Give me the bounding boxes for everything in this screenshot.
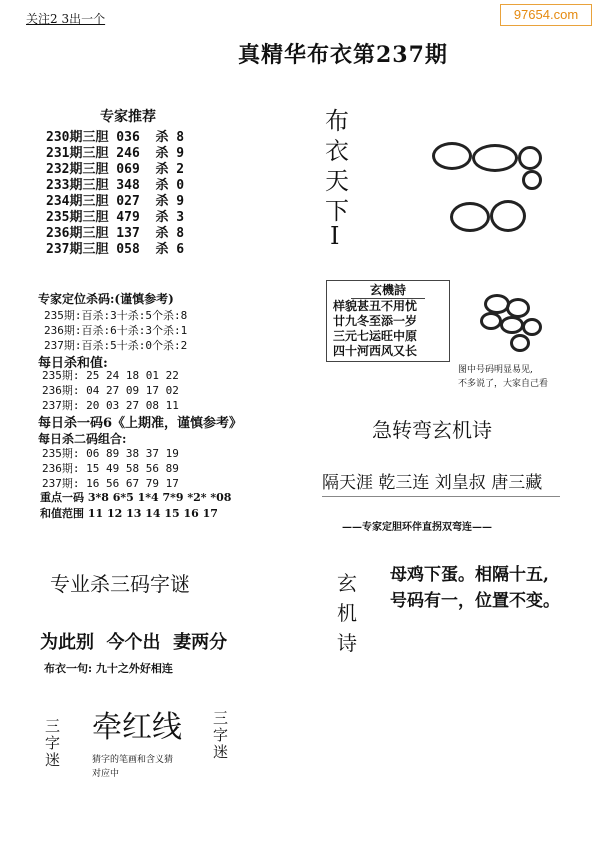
daily-two-heading: 每日杀二码组合: <box>38 432 127 446</box>
riddle-caption: 猜字的笔画和含义猜 <box>92 755 174 765</box>
hint-line: 不多说了，大家自己看 <box>458 379 549 389</box>
daily-two-row: 236期: 15 49 58 56 89 <box>42 462 179 475</box>
mystery-vertical: 玄机诗 <box>337 571 357 655</box>
daily-sum-row: 236期: 04 27 09 17 02 <box>42 384 179 397</box>
expert-row: 230期三胆 036 杀 8 <box>46 130 185 145</box>
expert-row: 233期三胆 348 杀 0 <box>46 178 185 193</box>
poem-box <box>326 280 450 362</box>
expert-banner <box>342 518 492 533</box>
expert-row: 237期三胆 058 杀 6 <box>46 242 185 257</box>
riddle-line: 为此别 今个出 妻两分 <box>40 632 228 653</box>
daily-sum-heading: 每日杀和值: <box>38 356 108 371</box>
expert-row: 231期三胆 246 杀 9 <box>46 146 185 161</box>
coin-drawing-icon <box>430 130 560 240</box>
daily-two-list <box>42 446 179 491</box>
riddle-center-word: 牵红线 <box>92 710 182 745</box>
position-kill-heading: 专家定位杀码:(谨慎参考) <box>38 292 174 306</box>
mystery-line: 号码有一，位置不变。 <box>390 591 560 611</box>
riddle-sentence: 布衣一句: 九十之外好相连 <box>44 662 173 675</box>
expert-row: 232期三胆 069 杀 2 <box>46 162 185 177</box>
poem-line: 廿九冬至添一岁 <box>333 314 418 328</box>
position-kill-row: 237期:百杀:5十杀:0个杀:2 <box>44 339 188 352</box>
mystery-line: 母鸡下蛋。相隔十五, <box>390 565 549 585</box>
expert-heading: 专家推荐 <box>100 109 156 125</box>
daily-two-row: 237期: 16 56 67 79 17 <box>42 477 179 490</box>
coin-cluster-icon <box>470 290 560 350</box>
position-kill-row: 236期:百杀:6十杀:3个杀:1 <box>44 324 188 337</box>
riddle-caption: 对应中 <box>92 769 120 779</box>
sum-range: 和值范围 11 12 13 14 15 16 17 <box>40 507 218 520</box>
cloth-numeral: I <box>330 222 340 250</box>
daily-sum-row: 235期: 25 24 18 01 22 <box>42 369 179 382</box>
divider <box>322 496 560 497</box>
position-kill-list <box>44 308 187 353</box>
daily-sum-list <box>42 368 179 413</box>
riddle-left-tag: 三字迷 <box>43 718 61 769</box>
key-one-code: 重点一码 3*8 6*5 1*4 7*9 *2* *08 <box>40 491 232 504</box>
page-title: 真精华布衣第237期 <box>238 42 448 68</box>
poem-line: 三元七运旺中原 <box>333 329 418 343</box>
riddle-heading: 专业杀三码字谜 <box>50 572 190 596</box>
position-kill-row: 235期:百杀:3十杀:5个杀:8 <box>44 309 188 322</box>
poem-line: 四十河西风又长 <box>333 344 418 358</box>
cloth-title: 布衣天下 <box>325 107 349 225</box>
expert-row: 234期三胆 027 杀 9 <box>46 194 185 209</box>
follow-note: 关注2 3出一个 <box>26 12 106 26</box>
site-watermark: 97654.com <box>500 4 592 26</box>
hint-line: 图中号码明显易见, <box>458 365 533 375</box>
expert-row: 236期三胆 137 杀 8 <box>46 226 185 241</box>
expert-list <box>46 130 184 258</box>
poem-lines <box>327 299 449 359</box>
expert-row: 235期三胆 479 杀 3 <box>46 210 185 225</box>
daily-two-row: 235期: 06 89 38 37 19 <box>42 447 179 460</box>
daily-sum-row: 237期: 20 03 27 08 11 <box>42 399 179 412</box>
urgent-poem-heading: 急转弯玄机诗 <box>372 418 492 442</box>
banner-dash: —— <box>472 522 492 533</box>
poem-heading: 玄機詩 <box>351 281 425 299</box>
banner-dash: —— <box>342 522 362 533</box>
riddle-right-tag: 三字迷 <box>211 710 229 761</box>
urgent-poem-line: 隔天涯 乾三连 刘皇叔 唐三藏 <box>322 473 543 493</box>
daily-one-kill: 每日杀一码6《上期准，谨慎参考》 <box>38 416 243 431</box>
poem-line: 样貌甚丑不用忧 <box>333 299 418 313</box>
banner-text: 专家定胆环伴直拐双弯连 <box>362 522 472 533</box>
